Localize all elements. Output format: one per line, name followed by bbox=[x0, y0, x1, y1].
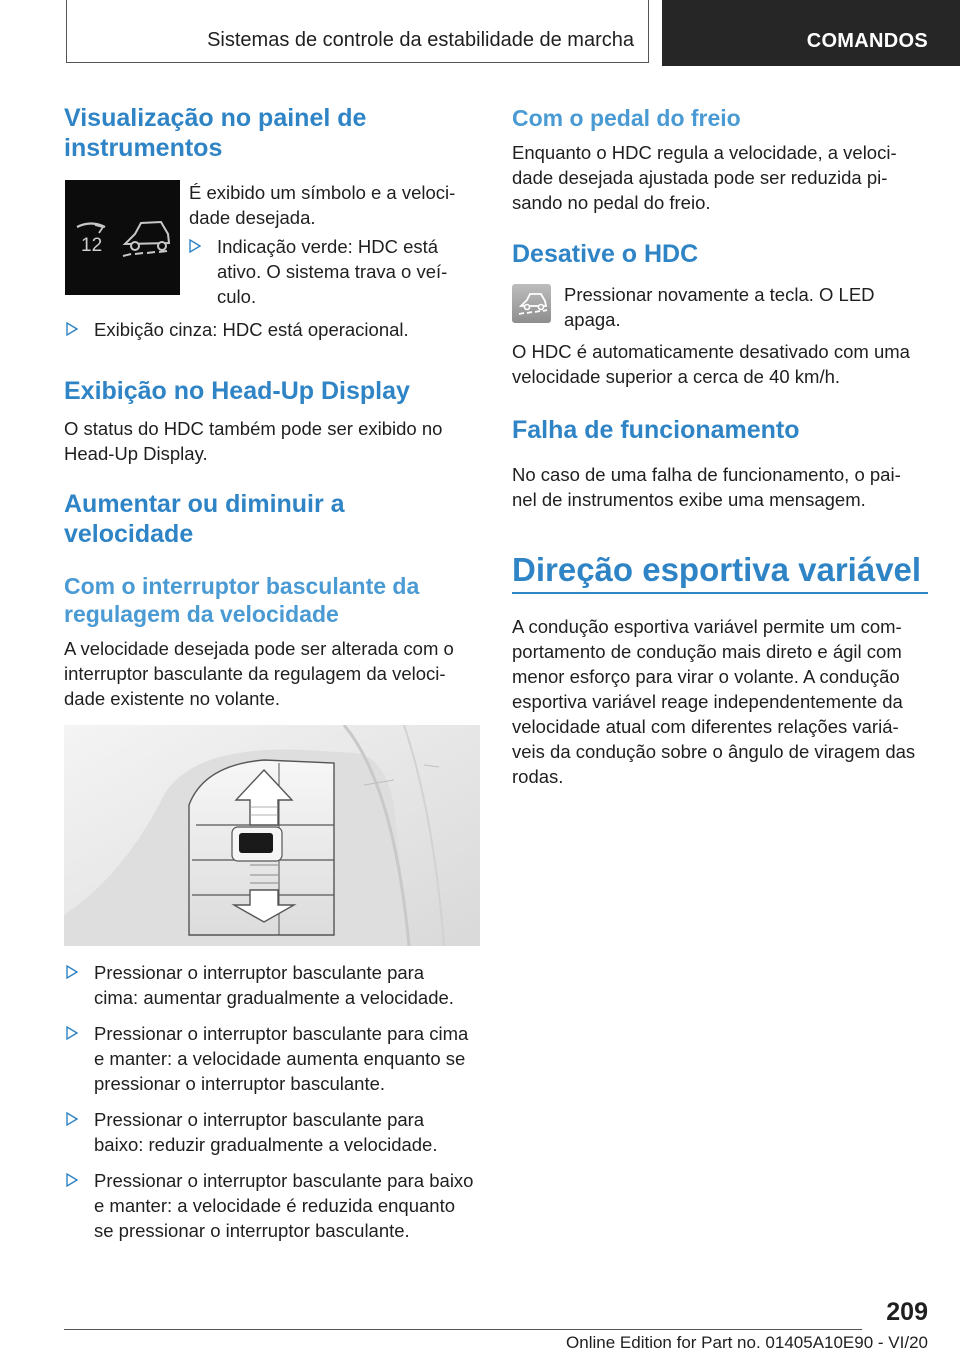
heading-line: instrumentos bbox=[64, 134, 223, 162]
heading-line: regulagem da velocidade bbox=[64, 601, 339, 627]
triangle-bullet-icon bbox=[66, 965, 78, 979]
text-line: Pressionar o interruptor basculante para baixo bbox=[94, 1170, 474, 1191]
text-line: menor esforço para virar o volante. A condução bbox=[512, 666, 900, 687]
heading-deactivate: Desative o HDC bbox=[512, 240, 699, 268]
triangle-bullet-icon bbox=[189, 239, 201, 253]
bullet-item bbox=[66, 960, 484, 1010]
instruments-bullets bbox=[189, 234, 484, 320]
deactivate-text bbox=[564, 282, 928, 332]
bullet-item bbox=[66, 1168, 484, 1243]
heading-line: Aumentar ou diminuir a bbox=[64, 490, 345, 518]
text-line: A velocidade desejada pode ser alterada com o bbox=[64, 638, 454, 659]
heading-steering: Direção esportiva variável bbox=[512, 551, 922, 588]
text-line: apaga. bbox=[564, 309, 621, 330]
steering-text bbox=[512, 614, 928, 789]
hdc-button-icon bbox=[512, 284, 551, 323]
triangle-bullet-icon bbox=[66, 1026, 78, 1040]
text-line: baixo: reduzir gradualmente a velocidade. bbox=[94, 1134, 438, 1155]
triangle-bullet-icon bbox=[66, 1173, 78, 1187]
text-line: velocidade superior a cerca de 40 km/h. bbox=[512, 366, 841, 387]
brake-text bbox=[512, 140, 928, 215]
rocker-switch-illustration bbox=[64, 725, 480, 946]
display-speed: 12 bbox=[81, 235, 103, 256]
text-line: nel de instrumentos exibe uma mensagem. bbox=[512, 489, 866, 510]
text-line: Head-Up Display. bbox=[64, 443, 208, 464]
bullet-item bbox=[66, 1107, 484, 1157]
bullet-gray bbox=[66, 317, 484, 342]
heading-line: Visualização no painel de bbox=[64, 104, 367, 132]
text-line: O status do HDC também pode ser exibido no bbox=[64, 418, 443, 439]
text-line: Pressionar o interruptor basculante para cima bbox=[94, 1023, 469, 1044]
triangle-bullet-icon bbox=[66, 1112, 78, 1126]
heading-brake: Com o pedal do freio bbox=[512, 105, 741, 131]
text-line: Pressionar o interruptor basculante para bbox=[94, 1109, 425, 1130]
hdc-button-image bbox=[512, 284, 551, 323]
text-line: cima: aumentar gradualmente a velocidade. bbox=[94, 987, 454, 1008]
hdc-display-icon bbox=[65, 180, 180, 295]
chapter-tab-label: COMANDOS bbox=[806, 30, 928, 52]
deactivate-text-2 bbox=[512, 339, 928, 389]
heading-line: Com o interruptor basculante da bbox=[64, 573, 420, 599]
section-title: Sistemas de controle da estabilidade de marcha bbox=[207, 29, 634, 51]
text-line: A condução esportiva variável permite um com- bbox=[512, 616, 902, 637]
chapter-tab bbox=[662, 0, 960, 66]
text-line: rodas. bbox=[512, 766, 564, 787]
text-line: velocidade atual com diferentes relações variá- bbox=[512, 716, 899, 737]
text-line: O HDC é automaticamente desativado com uma bbox=[512, 341, 910, 362]
edition-text: Online Edition for Part no. 01405A10E90 - VI/20 bbox=[566, 1333, 928, 1352]
hud-text bbox=[64, 416, 482, 466]
text-line: interruptor basculante da regulagem da veloci- bbox=[64, 663, 446, 684]
text-line: Exibição cinza: HDC está operacional. bbox=[94, 319, 409, 340]
rocker-text bbox=[64, 636, 482, 711]
section-title-box bbox=[66, 0, 649, 63]
text-line: Enquanto o HDC regula a velocidade, a veloci- bbox=[512, 142, 897, 163]
text-line: Pressionar o interruptor basculante para bbox=[94, 962, 425, 983]
text-line: pressionar o interruptor basculante. bbox=[94, 1073, 386, 1094]
text-line: sando no pedal do freio. bbox=[512, 192, 711, 213]
instruments-bullets-gray bbox=[66, 317, 484, 353]
instruments-text bbox=[189, 180, 484, 230]
page-number: 209 bbox=[886, 1298, 928, 1326]
heading-rule bbox=[512, 592, 928, 594]
text-line: veis da condução sobre o ângulo de viragem das bbox=[512, 741, 916, 762]
rocker-bullets bbox=[66, 960, 484, 1254]
instrument-display-image bbox=[65, 180, 180, 295]
text-line: dade existente no volante. bbox=[64, 688, 280, 709]
text-line: portamento de condução mais direto e ágil com bbox=[512, 641, 902, 662]
heading-instruments bbox=[64, 103, 366, 163]
text-line: se pressionar o interruptor basculante. bbox=[94, 1220, 410, 1241]
fault-text bbox=[512, 462, 928, 512]
heading-fault: Falha de funcionamento bbox=[512, 416, 800, 444]
steering-wheel-rocker-image bbox=[64, 725, 480, 946]
footer-rule bbox=[64, 1329, 862, 1330]
text-line: culo. bbox=[217, 286, 257, 307]
heading-line: velocidade bbox=[64, 520, 194, 548]
heading-speed bbox=[64, 489, 345, 549]
text-line: e manter: a velocidade aumenta enquanto se bbox=[94, 1048, 466, 1069]
triangle-bullet-icon bbox=[66, 322, 78, 336]
text-line: dade desejada. bbox=[189, 207, 316, 228]
heading-rocker bbox=[64, 572, 419, 628]
text-line: É exibido um símbolo e a veloci- bbox=[189, 182, 456, 203]
heading-hud: Exibição no Head-Up Display bbox=[64, 377, 410, 405]
text-line: No caso de uma falha de funcionamento, o pai- bbox=[512, 464, 901, 485]
page-header bbox=[0, 0, 960, 66]
text-line: Pressionar novamente a tecla. O LED bbox=[564, 284, 875, 305]
text-line: esportiva variável reage independentemente da bbox=[512, 691, 903, 712]
bullet-item bbox=[66, 1021, 484, 1096]
text-line: dade desejada ajustada pode ser reduzida pi- bbox=[512, 167, 888, 188]
bullet-green bbox=[189, 234, 484, 309]
text-line: Indicação verde: HDC está bbox=[217, 236, 439, 257]
text-line: ativo. O sistema trava o veí- bbox=[217, 261, 448, 282]
text-line: e manter: a velocidade é reduzida enquanto bbox=[94, 1195, 456, 1216]
